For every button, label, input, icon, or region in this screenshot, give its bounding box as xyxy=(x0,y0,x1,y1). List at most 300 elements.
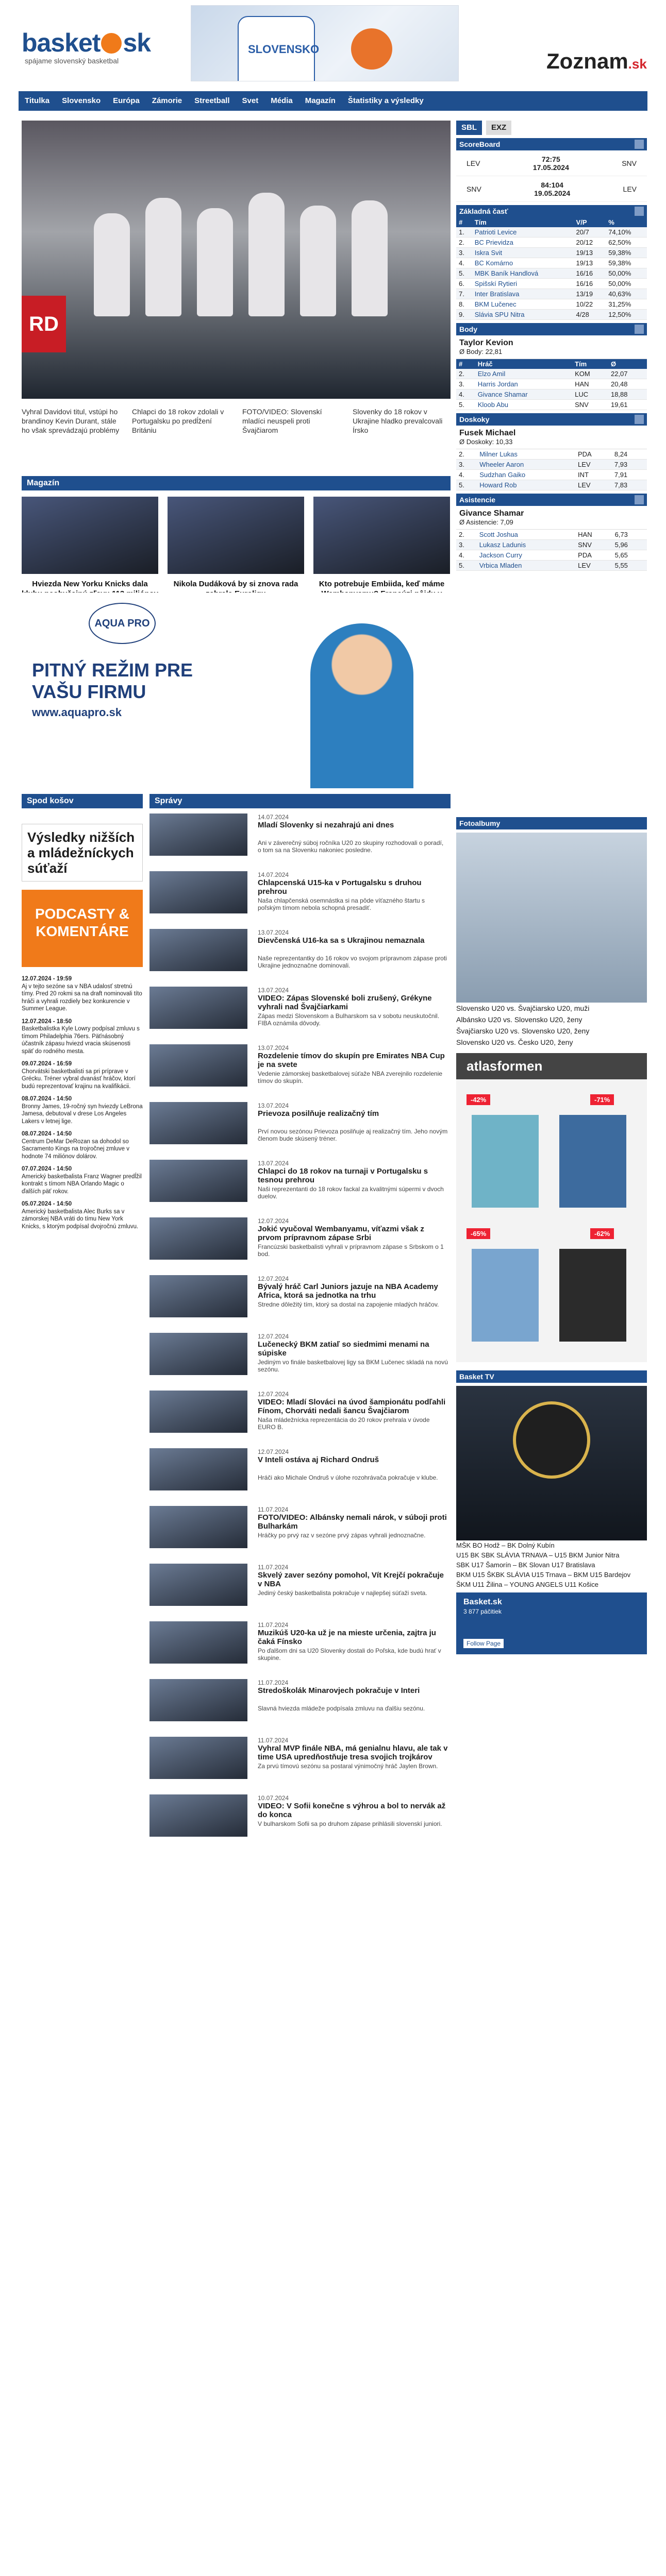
news-snippet: Naše reprezentantky do 16 rokov vo svojom prípravnom zápase proti Ukrajine jednoznačne dominovali. xyxy=(258,955,447,969)
feed-text[interactable]: Americký basketbalista Franz Wagner predĺžil kontrakt s tímom NBA Orlando Magic o ďalších päť rokov. xyxy=(22,1173,142,1195)
table-cell: 5,96 xyxy=(612,540,647,550)
news-snippet: Ani v záverečný súboj ročníka U20 zo skupiny rozhodovali o poradí, o tom sa na Slovenku nakoniec posledne. xyxy=(258,839,444,854)
table-cell: INT xyxy=(575,470,612,480)
table-cell: Scott Joshua xyxy=(477,530,575,540)
site-logo[interactable] xyxy=(22,28,176,65)
news-date: 11.07.2024 xyxy=(258,1506,289,1513)
news-item[interactable] xyxy=(149,1737,451,1783)
standings-header: Základná časť xyxy=(456,205,647,217)
news-date: 12.07.2024 xyxy=(258,1391,289,1398)
spravy-header: Správy xyxy=(149,794,451,808)
nav-item[interactable]: Zámorie xyxy=(152,96,182,105)
table-cell: 16/16 xyxy=(574,279,606,289)
points-header: Body xyxy=(456,323,647,335)
team-logo-image xyxy=(513,1401,590,1479)
table-row[interactable] xyxy=(456,480,647,490)
logo-post: sk xyxy=(123,28,151,57)
news-thumb xyxy=(149,1621,247,1664)
away-team: SNV xyxy=(622,159,637,167)
news-date: 13.07.2024 xyxy=(258,1102,289,1109)
table-cell: KOM xyxy=(572,369,608,379)
table-cell: 5. xyxy=(456,561,477,571)
table-cell: 31,25% xyxy=(606,299,647,310)
hero-links xyxy=(22,407,451,435)
table-cell: 7,93 xyxy=(612,460,647,470)
table-row[interactable] xyxy=(456,310,647,320)
news-item[interactable] xyxy=(149,1044,451,1091)
jersey-image: SLOVENSKO xyxy=(238,16,315,81)
nav-item[interactable]: Titulka xyxy=(25,96,50,105)
table-cell: 5,55 xyxy=(612,561,647,571)
news-item[interactable] xyxy=(149,929,451,975)
assists-leader[interactable]: Givance Shamar Ø Asistencie: 7,09 xyxy=(456,506,647,530)
score-value: 84:104 xyxy=(541,180,563,189)
table-cell: 13/19 xyxy=(574,289,606,299)
score-value: 72:75 xyxy=(541,155,560,163)
news-headline[interactable]: Lučenecký BKM zatiaľ so siedmimi menami na súpiske xyxy=(258,1340,429,1358)
news-item[interactable] xyxy=(149,814,451,860)
table-cell: Vrbica Mladen xyxy=(477,561,575,571)
magazin-title[interactable]: Hviezda New Yorku Knicks dala xyxy=(32,580,148,588)
table-row[interactable] xyxy=(456,248,647,258)
table-cell: 4. xyxy=(456,550,477,561)
table-cell: 5,65 xyxy=(612,550,647,561)
home-team: SNV xyxy=(467,184,481,193)
table-cell: HAN xyxy=(572,379,608,389)
aquapro-ad[interactable] xyxy=(22,592,451,791)
home-team: LEV xyxy=(467,159,480,167)
table-row[interactable] xyxy=(456,299,647,310)
news-headline[interactable]: Muzikúš U20-ka už je na mieste určenia, zajtra ju čaká Fínsko xyxy=(258,1629,436,1646)
news-snippet: Naša chlapčenská osemnástka si na pôde víťazného štartu s poľským tímom nebola schopná presadiť. xyxy=(258,897,425,911)
league-tab[interactable]: SBL xyxy=(456,121,482,135)
magazin-image xyxy=(22,497,158,574)
assists-header: Asistencie xyxy=(456,494,647,506)
news-date: 12.07.2024 xyxy=(258,1217,289,1225)
hero-link[interactable]: FOTO/VIDEO: Slovenskí mladíci neuspeli proti Švajčiarom xyxy=(242,408,322,434)
news-headline[interactable]: Jokić vyučoval Wembanyamu, víťazmi však z prvom prípravnom zápase Srbi xyxy=(258,1225,424,1242)
table-cell: LUC xyxy=(572,389,608,400)
table-cell: 20/12 xyxy=(574,238,606,248)
news-headline[interactable]: Chlapcenská U15-ka v Portugalsku s druhou prehrou xyxy=(258,878,422,896)
news-date: 12.07.2024 xyxy=(258,1333,289,1340)
table-row[interactable] xyxy=(456,379,647,389)
news-snippet: Za prvú tímovú sezónu sa postaral výnimočný hráč Jaylen Brown. xyxy=(258,1762,438,1770)
photo-header: Fotoalbumy xyxy=(456,817,647,829)
sidebar xyxy=(456,121,647,571)
news-snippet: Hráči ako Michale Ondruš v úlohe rozohrávača pokračuje v klube. xyxy=(258,1474,438,1481)
news-item[interactable] xyxy=(149,1275,451,1321)
youth-results-box[interactable]: Výsledky nižších a mládežníckych súťaží xyxy=(22,824,143,882)
news-item[interactable] xyxy=(149,987,451,1033)
news-headline[interactable]: Vyhral MVP finále NBA, má genialnu hlavu, ale tak v time USA upredňostňuje tresa svojich trojkárov xyxy=(258,1744,448,1761)
photo-gallery-image[interactable] xyxy=(456,833,647,1003)
spod-kosov-header: Spod košov xyxy=(22,794,143,808)
table-row[interactable] xyxy=(456,561,647,571)
news-thumb xyxy=(149,929,247,971)
table-cell: 7,83 xyxy=(612,480,647,490)
rebounds-header: Doskoky xyxy=(456,413,647,426)
table-cell: 12,50% xyxy=(606,310,647,320)
standings-table xyxy=(456,217,647,320)
table-cell: 5. xyxy=(456,268,472,279)
news-thumb xyxy=(149,1679,247,1721)
news-headline[interactable]: Bývalý hráč Carl Juniors jazuje na NBA Academy Africa, ktorá sa jednotka na trhu xyxy=(258,1282,438,1300)
magazin-item[interactable] xyxy=(22,497,158,608)
tv-link[interactable]: MŠK BO Hodž – BK Dolný Kubín xyxy=(456,1541,555,1549)
table-cell: Slávia SPU Nitra xyxy=(472,310,574,320)
news-item[interactable] xyxy=(149,1564,451,1610)
score-date: 19.05.2024 xyxy=(534,189,571,197)
news-item[interactable] xyxy=(149,1621,451,1668)
news-date: 13.07.2024 xyxy=(258,987,289,994)
podcasts-banner[interactable]: PODCASTY & KOMENTÁRE xyxy=(22,890,143,967)
news-snippet: Prví novou sezónou Prievoza posilňuje aj realizačný tím. Jeho novým členom bude skúsený tréner. xyxy=(258,1128,448,1142)
sidebar-lower xyxy=(456,814,647,1654)
news-snippet: Naša mládežnícka reprezentácia do 20 rokov prehrala v úvode EURO B. xyxy=(258,1416,430,1431)
table-cell: 22,07 xyxy=(608,369,647,379)
table-cell: 3. xyxy=(456,379,475,389)
news-date: 11.07.2024 xyxy=(258,1564,289,1571)
feed-date: 12.07.2024 - 19:59 xyxy=(22,976,72,982)
nav-item[interactable]: Streetball xyxy=(194,96,230,105)
nav-item[interactable]: Európa xyxy=(113,96,140,105)
news-thumb xyxy=(149,814,247,856)
feed-text[interactable]: Basketbalistka Kyle Lowry podpísal zmluvu s tímom Philadelphia 76ers. Päťnásobný účastník zápasu hviezd vracia skúsenosti späť do rodného mesta. xyxy=(22,1026,140,1055)
photo-album-link[interactable]: Slovensko U20 vs. Česko U20, ženy xyxy=(456,1038,573,1046)
col-header: # xyxy=(456,217,472,227)
table-cell: 8. xyxy=(456,299,472,310)
table-row[interactable] xyxy=(456,389,647,400)
zoznam-logo[interactable]: Zoznam.sk xyxy=(546,49,647,73)
table-cell: 9. xyxy=(456,310,472,320)
score-row[interactable] xyxy=(456,150,647,176)
basketball-image xyxy=(351,28,392,70)
col-header: Hráč xyxy=(475,359,572,369)
news-date: 13.07.2024 xyxy=(258,1044,289,1052)
news-date: 13.07.2024 xyxy=(258,929,289,936)
feed-date: 09.07.2024 - 16:59 xyxy=(22,1061,72,1067)
aquapro-person-image xyxy=(310,623,413,788)
nav-item[interactable]: Slovensko xyxy=(62,96,101,105)
table-row[interactable] xyxy=(456,530,647,540)
news-snippet: Jediný český basketbalista pokračuje v najlepšej súťaži sveta. xyxy=(258,1589,427,1597)
table-cell: 19/13 xyxy=(574,248,606,258)
feed-date: 08.07.2024 - 14:50 xyxy=(22,1096,72,1102)
table-cell: 16/16 xyxy=(574,268,606,279)
news-thumb xyxy=(149,1275,247,1317)
atlas-ad[interactable]: atlasformen -42% -71% -65% -62% xyxy=(456,1053,647,1362)
news-date: 11.07.2024 xyxy=(258,1737,289,1744)
hero-link[interactable]: Vyhral Davidovi titul, vstúpi ho brandinoy Kevin Durant, stále ho však sprevádzajú problémy xyxy=(22,408,120,434)
nav-item[interactable]: Štatistiky a výsledky xyxy=(347,96,424,105)
news-item[interactable] xyxy=(149,1794,451,1841)
news-date: 13.07.2024 xyxy=(258,1160,289,1167)
table-row[interactable] xyxy=(456,369,647,379)
nav-item[interactable]: Magazín xyxy=(305,96,336,105)
col-header: Tím xyxy=(572,359,608,369)
table-cell: MBK Baník Handlová xyxy=(472,268,574,279)
photo-album-link[interactable]: Slovensko U20 vs. Švajčiarsko U20, muži xyxy=(456,1004,590,1012)
news-headline[interactable]: FOTO/VIDEO: Albánsky nemali nárok, v súboji proti Bulharkám xyxy=(258,1513,447,1531)
news-headline[interactable]: Dievčenská U16-ka sa s Ukrajinou nemaznala xyxy=(258,936,425,945)
table-cell: SNV xyxy=(575,540,612,550)
table-row[interactable] xyxy=(456,258,647,268)
table-row[interactable] xyxy=(456,470,647,480)
feed-text[interactable]: Centrum DeMar DeRozan sa dohodol so Sacramento Kings na trojročnej zmluve v hodnote 74 miliónov dolárov. xyxy=(22,1138,130,1160)
news-snippet: Naši reprezentanti do 18 rokov fackal za kvalitnými súpermi v dvoch duelov. xyxy=(258,1185,444,1200)
news-headline[interactable]: VIDEO: Zápas Slovenské boli zrušený, Grékyne vyhrali nad Švajčiarkami xyxy=(258,994,432,1011)
news-item[interactable] xyxy=(149,1160,451,1206)
table-cell: 20,48 xyxy=(608,379,647,389)
col-header: Ø xyxy=(608,359,647,369)
points-table xyxy=(456,359,647,410)
news-headline[interactable]: Stredoškolák Minarovjech pokračuje v Interi xyxy=(258,1686,420,1695)
table-cell: BKM Lučenec xyxy=(472,299,574,310)
hero-link[interactable]: Slovenky do 18 rokov v Ukrajine hladko prevalcovali Írsko xyxy=(353,408,443,434)
table-cell: Iskra Svit xyxy=(472,248,574,258)
league-tab[interactable]: EXZ xyxy=(486,121,511,135)
table-row[interactable] xyxy=(456,449,647,460)
table-cell: Givance Shamar xyxy=(475,389,572,400)
table-cell: 1. xyxy=(456,227,472,238)
feed-date: 05.07.2024 - 14:50 xyxy=(22,1201,72,1207)
table-cell: 8,24 xyxy=(612,449,647,460)
table-cell: 6. xyxy=(456,279,472,289)
magazin-image xyxy=(313,497,450,574)
table-cell: 7,91 xyxy=(612,470,647,480)
tv-link[interactable]: SBK U17 Šamorín – BK Slovan U17 Bratislava xyxy=(456,1561,595,1569)
feed-text[interactable]: Bronny James, 19-ročný syn hviezdy LeBrona Jamesa, debutoval v drese Los Angeles Lakers v letnej lige. xyxy=(22,1103,143,1125)
table-row[interactable] xyxy=(456,238,647,248)
table-cell: Kloob Abu xyxy=(475,400,572,410)
news-thumb xyxy=(149,1160,247,1202)
tv-list xyxy=(456,1540,647,1589)
news-date: 12.07.2024 xyxy=(258,1448,289,1455)
table-row[interactable] xyxy=(456,540,647,550)
rebounds-table xyxy=(456,449,647,490)
table-row[interactable] xyxy=(456,400,647,410)
table-cell: LEV xyxy=(575,480,612,490)
ball-icon xyxy=(101,33,122,54)
table-cell: PDA xyxy=(575,449,612,460)
photo-album-list xyxy=(456,1003,647,1048)
away-team: LEV xyxy=(623,184,637,193)
news-headline[interactable]: VIDEO: Mladí Slováci na úvod šampionátu podľahli Fínom, Chorváti nedali šancu Švajčiarom xyxy=(258,1398,446,1415)
table-row[interactable] xyxy=(456,550,647,561)
news-thumb xyxy=(149,1506,247,1548)
table-cell: 18,88 xyxy=(608,389,647,400)
news-headline[interactable]: V Inteli ostáva aj Richard Ondruš xyxy=(258,1455,379,1464)
feed-text[interactable]: Chorvátski basketbalisti sa pri príprave v Grécku. Tréner vybral dvanásť hráčov, ktorí budú reprezentovať krajinu na kvalifikácii. xyxy=(22,1068,136,1090)
table-cell: Wheeler Aaron xyxy=(477,460,575,470)
photo-album-link[interactable]: Albánsko U20 vs. Slovensko U20, ženy xyxy=(456,1015,582,1024)
table-cell: 74,10% xyxy=(606,227,647,238)
table-cell: 50,00% xyxy=(606,268,647,279)
scoreboard-header: ScoreBoard xyxy=(456,138,647,150)
magazin-item[interactable] xyxy=(168,497,304,599)
news-thumb xyxy=(149,1333,247,1375)
news-thumb xyxy=(149,1391,247,1433)
news-thumb xyxy=(149,1217,247,1260)
main-nav xyxy=(19,91,647,111)
news-item[interactable] xyxy=(149,1506,451,1552)
col-header: # xyxy=(456,359,475,369)
table-cell: Sudzhan Gaiko xyxy=(477,470,575,480)
aquapro-url[interactable]: www.aquapro.sk xyxy=(32,706,122,719)
magazin-title[interactable]: Kto potrebuje Embiida, keď máme xyxy=(319,580,445,588)
news-item[interactable] xyxy=(149,1102,451,1148)
score-date: 17.05.2024 xyxy=(532,163,569,172)
table-row[interactable] xyxy=(456,460,647,470)
news-headline[interactable]: VIDEO: V Sofii konečne s výhrou a bol to nervák až do konca xyxy=(258,1802,446,1819)
news-headline[interactable]: Chlapci do 18 rokov na turnaji v Portugalsku s tesnou prehrou xyxy=(258,1167,428,1184)
table-cell: 3. xyxy=(456,540,477,550)
table-cell: Milner Lukas xyxy=(477,449,575,460)
nav-item[interactable]: Svet xyxy=(242,96,259,105)
news-item[interactable] xyxy=(149,1448,451,1495)
score-row[interactable] xyxy=(456,176,647,202)
table-cell: 4. xyxy=(456,389,475,400)
rebounds-leader[interactable]: Fusek Michael Ø Doskoky: 10,33 xyxy=(456,426,647,449)
nav-item[interactable]: Média xyxy=(271,96,293,105)
tv-player[interactable] xyxy=(456,1386,647,1540)
feed-date: 12.07.2024 - 18:50 xyxy=(22,1018,72,1025)
news-thumb xyxy=(149,1794,247,1837)
table-cell: 3. xyxy=(456,248,472,258)
col-header: V/P xyxy=(574,217,606,227)
table-cell: 7. xyxy=(456,289,472,299)
table-cell: 6,73 xyxy=(612,530,647,540)
tv-link[interactable]: ŠKM U11 Žilina – YOUNG ANGELS U11 Košice xyxy=(456,1581,598,1588)
news-snippet: Stredne dôležitý tím, ktorý sa dostal na zapojenie mladých hráčov. xyxy=(258,1301,439,1308)
tagline: spájame slovenský basketbal xyxy=(25,57,119,65)
tv-link[interactable]: BKM U15 ŠKBK SLÁVIA U15 Trnava – BKM U15 Bardejov xyxy=(456,1571,631,1579)
table-cell: 2. xyxy=(456,530,477,540)
table-row[interactable] xyxy=(456,227,647,238)
news-headline[interactable]: Rozdelenie tímov do skupín pre Emirates NBA Cup je na svete xyxy=(258,1052,445,1069)
news-snippet: V bulharskom Sofii sa po druhom zápase prihlásili slovenskí juniori. xyxy=(258,1820,442,1827)
table-cell: 62,50% xyxy=(606,238,647,248)
table-cell: 59,38% xyxy=(606,248,647,258)
news-thumb xyxy=(149,871,247,913)
assists-table xyxy=(456,530,647,571)
news-item[interactable] xyxy=(149,1217,451,1264)
table-cell: 2. xyxy=(456,238,472,248)
table-cell: 19,61 xyxy=(608,400,647,410)
news-date: 14.07.2024 xyxy=(258,814,289,821)
table-cell: Lukasz Ladunis xyxy=(477,540,575,550)
aquapro-headline: PITNÝ REŽIM PRE VAŠU FIRMU xyxy=(32,659,193,702)
news-snippet: Jediným vo finále basketbalovej ligy sa BKM Lučenec skladá na novú sezónu. xyxy=(258,1359,448,1373)
facebook-widget[interactable]: Basket.sk 3 877 páčitiek Follow Page xyxy=(456,1592,647,1654)
table-row[interactable] xyxy=(456,289,647,299)
table-cell: 19/13 xyxy=(574,258,606,268)
news-date: 14.07.2024 xyxy=(258,871,289,878)
table-cell: Jackson Curry xyxy=(477,550,575,561)
news-snippet: Hráčky po prvý raz v sezóne prvý zápas vyhrali jednoznačne. xyxy=(258,1532,426,1539)
table-cell: 4/28 xyxy=(574,310,606,320)
table-cell: 3. xyxy=(456,460,477,470)
score xyxy=(480,155,622,172)
spravy xyxy=(149,794,451,1947)
table-cell: Howard Rob xyxy=(477,480,575,490)
news-item[interactable] xyxy=(149,1333,451,1379)
table-cell: 40,63% xyxy=(606,289,647,299)
short-news-feed xyxy=(22,975,143,1230)
hero-article[interactable] xyxy=(22,121,451,399)
logo-pre: basket xyxy=(22,28,101,57)
table-cell: Harris Jordan xyxy=(475,379,572,389)
table-cell: 4. xyxy=(456,470,477,480)
magazin-title[interactable]: Nikola Dudáková by si znova rada xyxy=(173,580,298,588)
aquapro-logo: AQUA PRO xyxy=(89,603,156,644)
table-cell: BC Komárno xyxy=(472,258,574,268)
col-header: % xyxy=(606,217,647,227)
table-cell: 2. xyxy=(456,369,475,379)
table-cell: 5. xyxy=(456,400,475,410)
spod-kosov xyxy=(22,794,143,1230)
news-headline[interactable]: Prievoza posilňuje realizačný tím xyxy=(258,1109,379,1118)
news-thumb xyxy=(149,1102,247,1144)
table-cell: 59,38% xyxy=(606,258,647,268)
news-date: 11.07.2024 xyxy=(258,1621,289,1629)
table-cell: Inter Bratislava xyxy=(472,289,574,299)
news-item[interactable] xyxy=(149,1391,451,1437)
news-thumb xyxy=(149,987,247,1029)
table-cell: Elzo Amil xyxy=(475,369,572,379)
score xyxy=(481,181,623,197)
news-snippet: Po ďalšom dni sa U20 Slovenky dostali do Poľska, kde budú hrať v skupine. xyxy=(258,1647,441,1662)
table-cell: LEV xyxy=(575,460,612,470)
table-cell: SNV xyxy=(572,400,608,410)
news-headline[interactable]: Mladí Slovenky si nezahrajú ani dnes xyxy=(258,821,394,829)
table-cell: Spišskí Rytieri xyxy=(472,279,574,289)
feed-date: 07.07.2024 - 14:50 xyxy=(22,1166,72,1172)
table-row[interactable] xyxy=(456,268,647,279)
table-cell: HAN xyxy=(575,530,612,540)
feed-date: 08.07.2024 - 14:50 xyxy=(22,1131,72,1137)
feed-text[interactable]: Americký basketbalista Alec Burks sa v zámorskej NBA vráti do tímu New York Knicks, s ktorým podpísal dvojročnú zmluvu. xyxy=(22,1208,139,1230)
table-row[interactable] xyxy=(456,279,647,289)
table-cell: 10/22 xyxy=(574,299,606,310)
news-item[interactable] xyxy=(149,1679,451,1725)
news-thumb xyxy=(149,1448,247,1490)
news-headline[interactable]: Skvelý zaver sezóny pomohol, Vít Krejčí pokračuje v NBA xyxy=(258,1571,444,1588)
feed-text[interactable]: Aj v tejto sezóne sa v NBA udalosť stretnú tímy. Pred 20 rokmi sa na draft nominovali títo hráči a vyhrali rozdiely bez konkurencie v Summer League. xyxy=(22,983,142,1012)
table-cell: 4. xyxy=(456,258,472,268)
table-cell: Patrioti Levice xyxy=(472,227,574,238)
top-banner-ad[interactable] xyxy=(191,5,459,81)
table-cell: 50,00% xyxy=(606,279,647,289)
hero-photo xyxy=(84,182,393,316)
news-snippet: Vedenie zámorskej basketbalovej súťaže NBA zverejnilo rozdelenie tímov do skupín. xyxy=(258,1070,443,1084)
news-thumb xyxy=(149,1737,247,1779)
magazin-image xyxy=(168,497,304,574)
points-leader[interactable]: Taylor Kevion Ø Body: 22,81 xyxy=(456,335,647,359)
hero-link[interactable]: Chlapci do 18 rokov zdolali v Portugalsku po predĺžení Britániu xyxy=(132,408,224,434)
news-item[interactable] xyxy=(149,871,451,918)
tv-link[interactable]: U15 BK SBK SLÁVIA TRNAVA – U15 BKM Junior Nitra xyxy=(456,1551,620,1559)
photo-album-link[interactable]: Švajčiarsko U20 vs. Slovensko U20, ženy xyxy=(456,1027,590,1035)
news-thumb xyxy=(149,1044,247,1087)
col-header: Tím xyxy=(472,217,574,227)
header xyxy=(0,0,666,85)
news-snippet: Francúzski basketbalisti vyhrali v prípravnom zápase s Srbskom o 1 bod. xyxy=(258,1243,444,1258)
table-cell: 2. xyxy=(456,449,477,460)
table-cell: BC Prievidza xyxy=(472,238,574,248)
league-tabs xyxy=(456,121,647,135)
